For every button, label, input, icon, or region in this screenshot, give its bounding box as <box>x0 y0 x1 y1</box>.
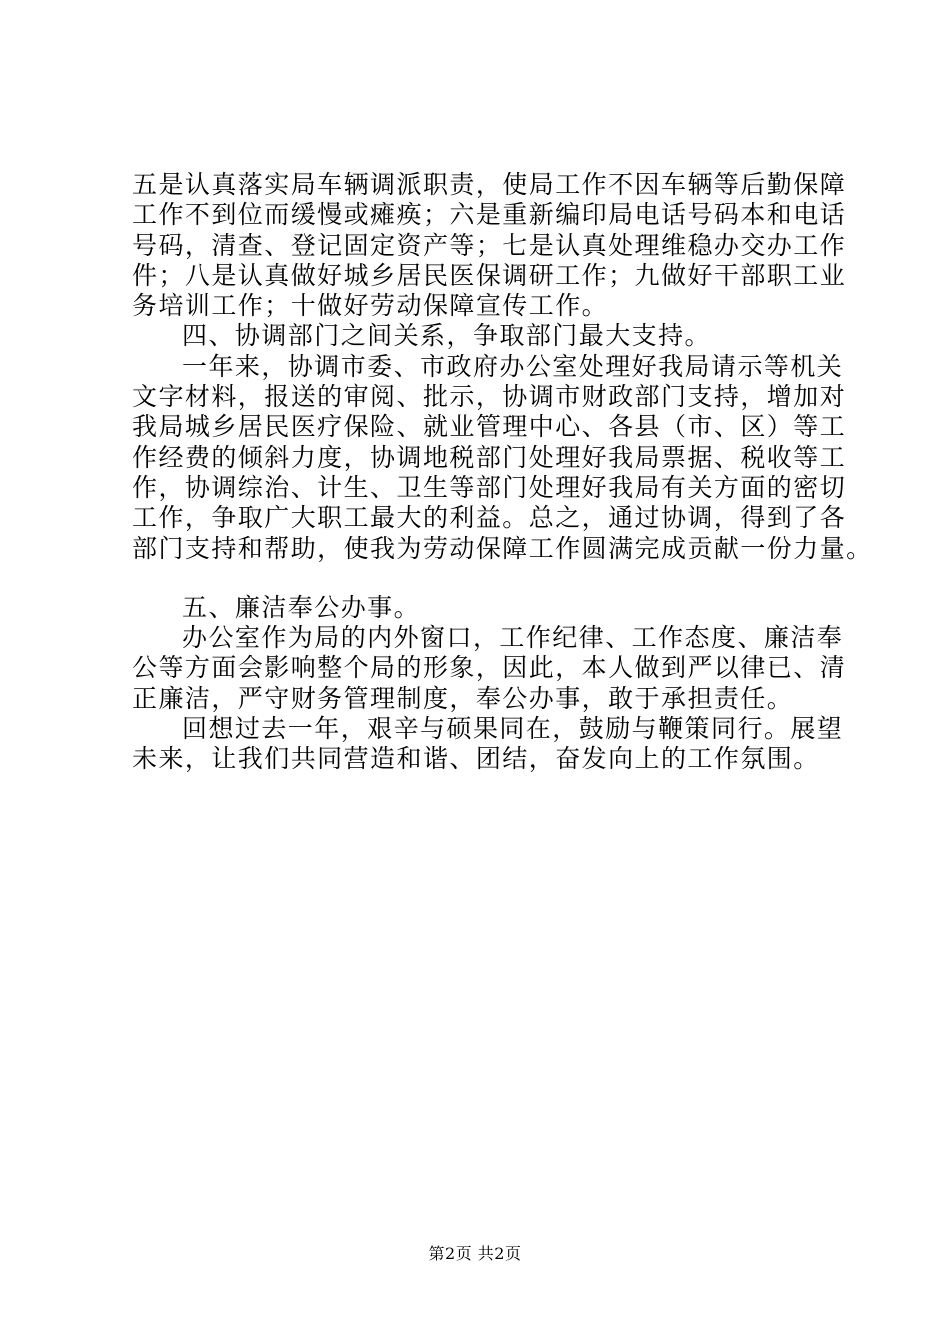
paragraph-integrity <box>132 623 847 714</box>
text-line: 公等方面会影响整个局的形象，因此，本人做到严以律已、清 <box>132 653 847 683</box>
section-heading-integrity <box>132 593 822 623</box>
paragraph-conclusion <box>132 714 844 775</box>
text-line: 一年来，协调市委、市政府办公室处理好我局请示等机关 <box>182 351 844 381</box>
page-number-footer: 第2页 共2页 <box>428 1244 522 1263</box>
text-line: 未来，让我们共同营造和谐、团结，奋发向上的工作氛围。 <box>132 744 820 774</box>
text-line: 办公室作为局的内外窗口，工作纪律、工作态度、廉洁奉 <box>182 623 844 653</box>
text-line: 五是认真落实局车辆调派职责，使局工作不因车辆等后勤保障 <box>132 170 847 199</box>
paragraph-coordination <box>132 351 873 564</box>
text-line: 回想过去一年，艰辛与硕果同在，鼓励与鞭策同行。展望 <box>182 714 844 744</box>
text-line: 文字材料，报送的审阅、批示，协调市财政部门支持，增加对 <box>132 382 847 412</box>
text-line: 正廉洁，严守财务管理制度，奉公办事，敢于承担责任。 <box>132 683 794 713</box>
text-line: 件；八是认真做好城乡居民医保调研工作；九做好干部职工业 <box>132 260 847 290</box>
text-line: 号码，清查、登记固定资产等；七是认真处理维稳办交办工作 <box>132 230 847 260</box>
paragraph-item-5-continuation <box>132 170 847 321</box>
text-line: 作，协调综治、计生、卫生等部门处理好我局有关方面的密切 <box>132 472 847 502</box>
section-heading-coordination <box>132 321 822 351</box>
section-heading: 四、协调部门之间关系，争取部门最大支持。 <box>182 321 712 351</box>
text-line: 工作不到位而缓慢或瘫痪；六是重新编印局电话号码本和电话 <box>132 200 847 230</box>
paragraph-gap <box>132 564 822 593</box>
section-heading: 五、廉洁奉公办事。 <box>182 592 421 622</box>
text-line: 我局城乡居民医疗保险、就业管理中心、各县（市、区）等工 <box>132 412 847 442</box>
text-line: 作经费的倾斜力度，协调地税部门处理好我局票据、税收等工 <box>132 442 847 472</box>
text-line: 务培训工作；十做好劳动保障宣传工作。 <box>132 291 609 321</box>
document-body <box>132 170 873 775</box>
text-line: 部门支持和帮助，使我为劳动保障工作圆满完成贡献一份力量。 <box>132 533 873 563</box>
text-line: 工作，争取广大职工最大的利益。总之，通过协调，得到了各 <box>132 503 847 533</box>
